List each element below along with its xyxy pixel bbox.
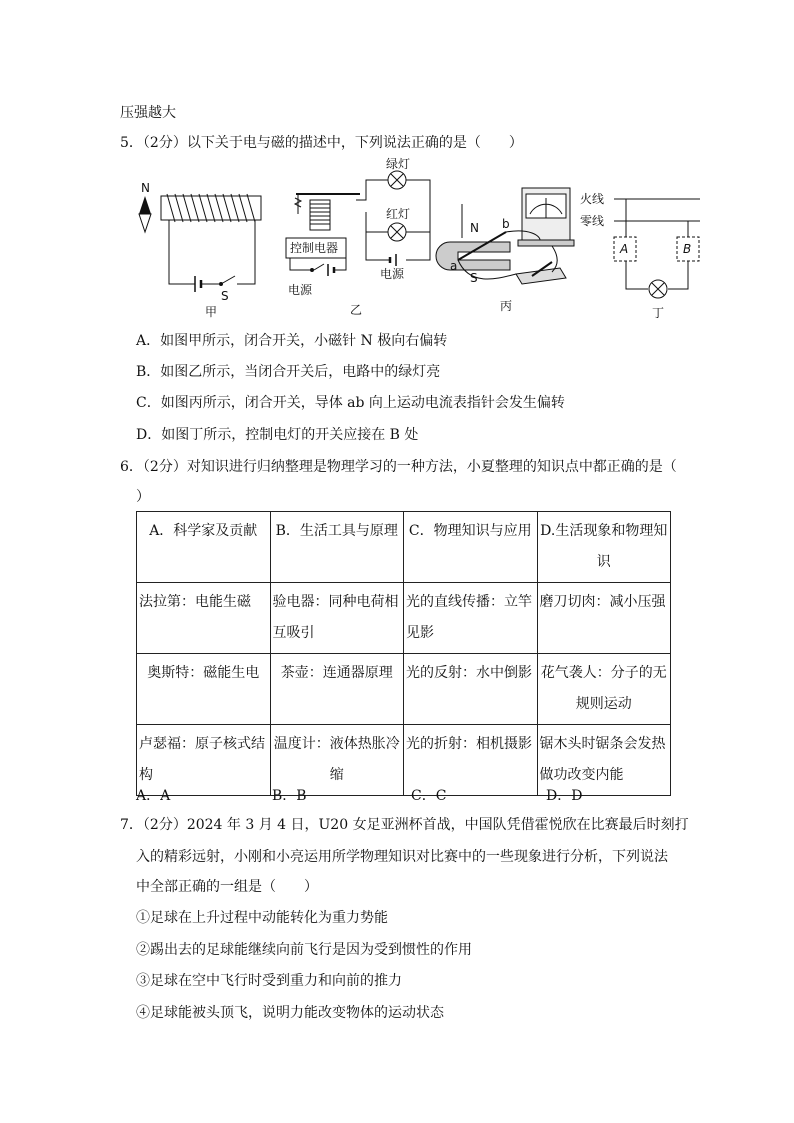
live-wire-label: 火线 (580, 192, 605, 206)
compass-north-label: N (141, 181, 150, 195)
circuit-wire-3 (237, 220, 255, 284)
compass-needle-north (139, 196, 151, 214)
knowledge-table (136, 511, 671, 796)
compass-needle-south (139, 214, 151, 232)
q7-stem-line3: 中全部正确的一组是（ ） (136, 879, 318, 895)
table-header-c: C．物理知识与应用 (404, 512, 538, 583)
q6-stem-line2: ） (136, 489, 150, 505)
box-a-label: A (620, 242, 629, 256)
table-header-a: A．科学家及贡献 (137, 512, 271, 583)
red-lamp-label: 红灯 (386, 207, 411, 221)
q7-statement-4: ④足球能被头顶飞，说明力能改变物体的运动状态 (136, 1005, 444, 1021)
figure-yi (280, 157, 440, 317)
switch-label: S (221, 289, 229, 303)
u-magnet (436, 242, 510, 270)
point-b-label: b (502, 217, 510, 231)
q7-statement-1: ①足球在上升过程中动能转化为重力势能 (136, 910, 388, 926)
table-cell: 花气袭人：分子的无规则运动 (537, 654, 671, 725)
table-cell: 茶壶：连通器原理 (270, 654, 404, 725)
power-label-right: 电源 (380, 267, 405, 281)
table-header-row (137, 512, 671, 583)
q6-option-a: A．A (136, 788, 171, 804)
figure-ding (580, 185, 700, 325)
table-cell: 光的反射：水中倒影 (404, 654, 538, 725)
table-cell: 温度计：液体热胀冷缩 (270, 725, 404, 796)
table-cell: 验电器：同种电荷相互吸引 (270, 583, 404, 654)
magnet-north-label: N (470, 221, 479, 235)
q5-stem: 5．（2分）以下关于电与磁的描述中，下列说法正确的是（ ） (120, 135, 523, 151)
table-cell: 奥斯特：磁能生电 (137, 654, 271, 725)
table-row (137, 725, 671, 796)
q5-option-d: D．如图丁所示，控制电灯的开关应接在 B 处 (136, 427, 419, 443)
table-cell: 卢瑟福：原子核式结构 (137, 725, 271, 796)
magnet-south-label: S (470, 271, 478, 285)
q6-option-b: B．B (272, 788, 307, 804)
q5-option-c: C．如图丙所示，闭合开关，导体 ab 向上运动电流表指针会发生偏转 (136, 395, 565, 411)
figure-caption-ding: 丁 (652, 306, 665, 320)
figure-jia (135, 180, 265, 320)
figure-bing (440, 178, 590, 318)
box-b-label: B (683, 242, 692, 256)
q7-statement-3: ③足球在空中飞行时受到重力和向前的推力 (136, 973, 402, 989)
switch-contact (219, 282, 223, 286)
green-lamp-label: 绿灯 (386, 157, 411, 171)
control-wire (290, 258, 310, 270)
power-label-left: 电源 (288, 283, 313, 297)
q5-option-a: A．如图甲所示，闭合开关，小磁针 N 极向右偏转 (136, 333, 448, 349)
table-header-b: B．生活工具与原理 (270, 512, 404, 583)
q6-stem-line1: 6．（2分）对知识进行归纳整理是物理学习的一种方法，小夏整理的知识点中都正确的是（ (120, 459, 677, 475)
q6-option-c: C．C (411, 788, 447, 804)
point-a-label: a (450, 259, 458, 273)
table-cell: 磨刀切肉：减小压强 (537, 583, 671, 654)
carry-over-text: 压强越大 (120, 105, 176, 121)
controller-label: 控制电器 (290, 241, 339, 255)
figure-caption-jia: 甲 (205, 305, 218, 319)
circuit-wire (169, 220, 195, 284)
switch-blade (221, 276, 235, 284)
table-row (137, 654, 671, 725)
lamp-wire-5 (366, 232, 390, 260)
table-header-d: D.生活现象和物理知识 (537, 512, 671, 583)
figure-caption-bing: 丙 (500, 299, 513, 313)
q7-stem-line1: 7．（2分）2024 年 3 月 4 日，U20 女足亚洲杯首战，中国队凭借霍悦欣在比赛最后时刻打 (120, 817, 689, 833)
table-cell: 法拉第：电能生磁 (137, 583, 271, 654)
q6-option-d: D．D (546, 788, 583, 804)
lamp-wire-2 (366, 212, 388, 232)
table-row (137, 583, 671, 654)
neutral-wire-label: 零线 (580, 214, 605, 228)
table-cell: 锯木头时锯条会发热做功改变内能 (537, 725, 671, 796)
lamp-wire (356, 180, 388, 200)
q7-stem-line2: 入的精彩远射，小刚和小亮运用所学物理知识对比赛中的一些现象进行分析，下列说法 (136, 849, 668, 865)
figure-caption-yi: 乙 (350, 303, 363, 317)
q7-statement-2: ②踢出去的足球能继续向前飞行是因为受到惯性的作用 (136, 942, 472, 958)
table-cell: 光的直线传播：立竿见影 (404, 583, 538, 654)
table-cell: 光的折射：相机摄影 (404, 725, 538, 796)
q5-option-b: B．如图乙所示，当闭合开关后，电路中的绿灯亮 (136, 364, 441, 380)
